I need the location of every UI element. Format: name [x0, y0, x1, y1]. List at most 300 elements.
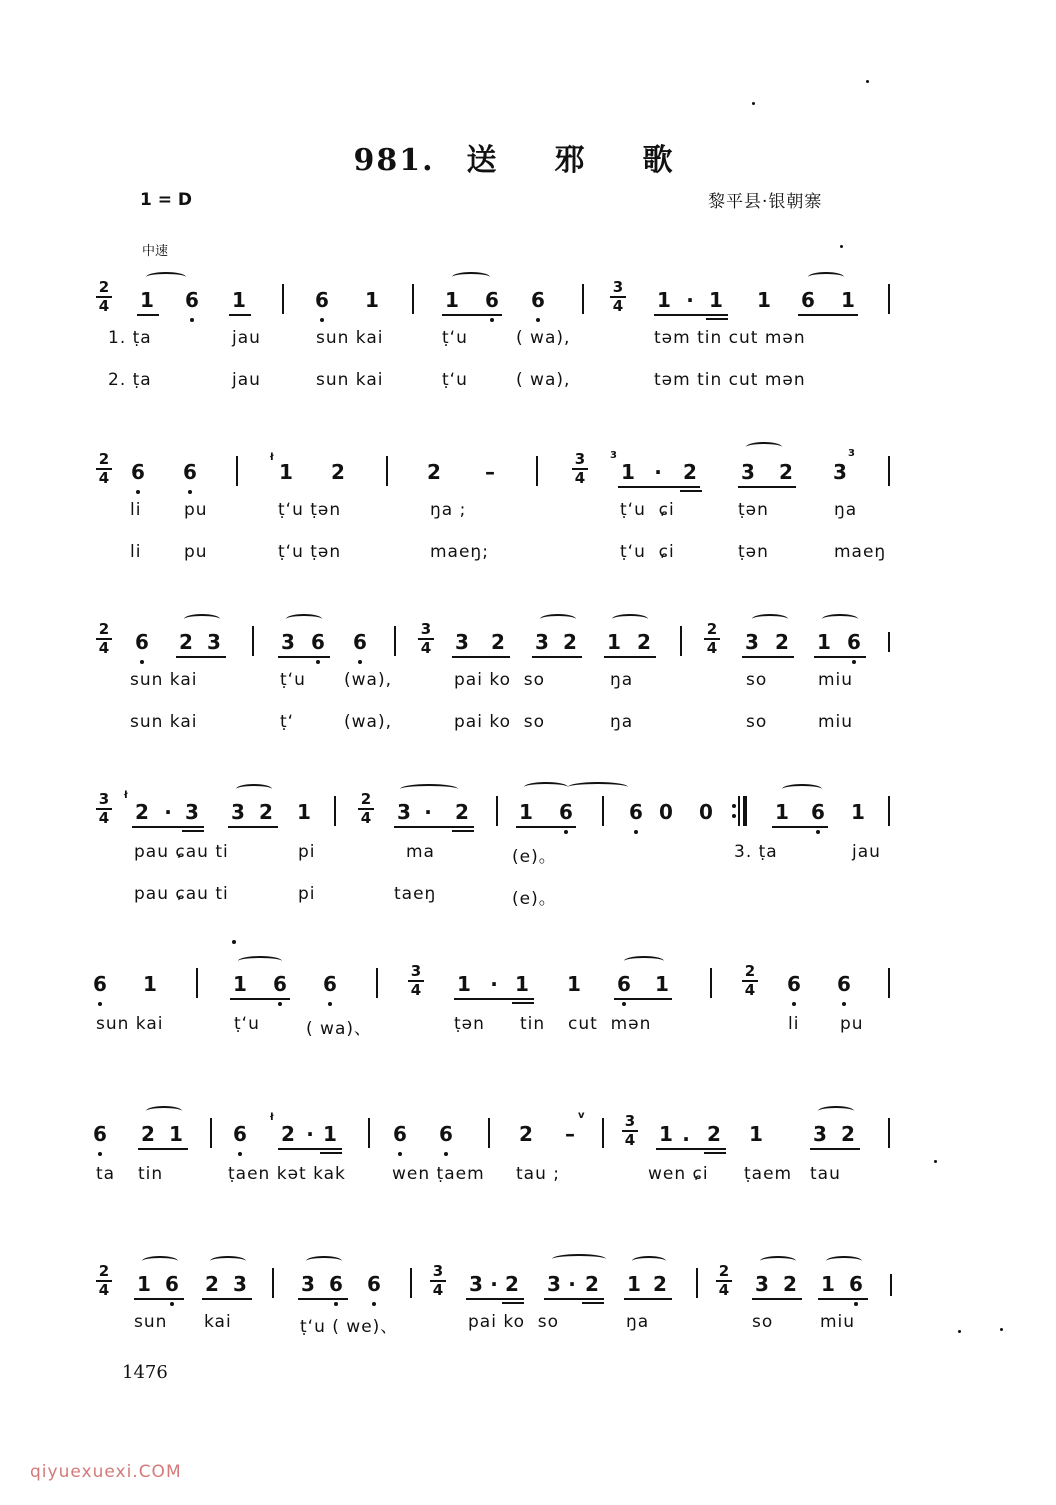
lyric: tin	[138, 1164, 164, 1184]
note: 1	[621, 460, 635, 484]
lyric: ṭaen kət kak	[228, 1164, 346, 1184]
scan-speck	[840, 245, 843, 248]
note: 6	[329, 1272, 343, 1296]
note: 2	[841, 1122, 855, 1146]
note: –	[485, 460, 495, 484]
lyric: ŋa	[610, 670, 634, 690]
time-signature: 3 4	[572, 452, 588, 486]
note: 1	[607, 630, 621, 654]
note: –	[565, 1122, 575, 1146]
time-signature: 2 4	[716, 1264, 732, 1298]
note: 3	[745, 630, 759, 654]
note: 6	[135, 630, 149, 654]
beam	[182, 830, 204, 832]
note: 6	[185, 288, 199, 312]
octave-dot	[320, 318, 324, 322]
tempo-marking: 中速	[142, 244, 169, 259]
octave-dot	[232, 940, 236, 944]
beam	[320, 1152, 342, 1154]
lyric: ma	[406, 842, 435, 862]
note: 1	[233, 972, 247, 996]
note: 1	[365, 288, 379, 312]
beam	[132, 826, 204, 828]
note: 1	[841, 288, 855, 312]
note: 6	[801, 288, 815, 312]
beam	[814, 656, 866, 658]
lyric: ŋa	[610, 712, 634, 732]
note: ·	[654, 460, 662, 484]
beam	[454, 998, 534, 1000]
lyric: jau	[232, 370, 261, 390]
note: 6	[787, 972, 801, 996]
bar-line	[412, 284, 414, 314]
note: ·	[424, 800, 432, 824]
note: 1	[627, 1272, 641, 1296]
title-char: 送	[466, 143, 499, 178]
lyric: so	[746, 670, 768, 690]
note: 6	[233, 1122, 247, 1146]
key-signature: 1 = D	[140, 190, 193, 210]
octave-dot	[622, 1002, 626, 1006]
lyric: miu	[820, 1312, 856, 1332]
beam	[772, 826, 828, 828]
octave-dot	[634, 830, 638, 834]
beam	[516, 826, 576, 828]
beam	[230, 998, 290, 1000]
slur	[210, 1256, 246, 1266]
beam	[704, 1152, 726, 1154]
octave-dot	[792, 1002, 796, 1006]
time-signature: 3 4	[408, 964, 424, 998]
staff-system-6	[0, 1104, 1056, 1244]
note: 2	[135, 800, 149, 824]
note: 2	[783, 1272, 797, 1296]
note: 2	[491, 630, 505, 654]
time-signature: 2 4	[96, 1264, 112, 1298]
note: ·	[490, 1272, 498, 1296]
bar-line	[496, 796, 498, 826]
note: 1	[851, 800, 865, 824]
time-signature: 2 4	[96, 452, 112, 486]
lyric: (wa),	[344, 670, 392, 690]
slur	[306, 1256, 342, 1266]
note: 1	[232, 288, 246, 312]
beam	[614, 998, 672, 1000]
octave-dot	[854, 1302, 858, 1306]
slur	[142, 1256, 178, 1266]
note: 1	[297, 800, 311, 824]
bar-line	[888, 796, 890, 826]
time-signature: 3 4	[610, 280, 626, 314]
note: ·	[490, 972, 498, 996]
note: 0	[659, 800, 673, 824]
lyric: pi	[298, 842, 316, 862]
note: 6	[183, 460, 197, 484]
note: 2	[519, 1122, 533, 1146]
time-signature: 3 4	[418, 622, 434, 656]
note: 3	[741, 460, 755, 484]
time-signature: 2 4	[704, 622, 720, 656]
bar-line	[888, 1118, 890, 1148]
note: 6	[323, 972, 337, 996]
note: 6	[93, 972, 107, 996]
lyric: wen ɕi	[648, 1164, 709, 1184]
note: 6	[849, 1272, 863, 1296]
lyric: tin	[520, 1014, 546, 1034]
song-title	[0, 135, 1056, 179]
beam	[202, 1298, 252, 1300]
note: 2	[707, 1122, 721, 1146]
lyric: ṭ‘u	[442, 370, 468, 390]
octave-dot	[444, 1152, 448, 1156]
beam	[680, 490, 702, 492]
lyric: ṭ‘u	[280, 670, 306, 690]
slur	[184, 614, 220, 624]
bar-line	[394, 626, 396, 656]
note: 3	[185, 800, 199, 824]
scan-speck	[866, 80, 869, 83]
beam	[752, 1298, 802, 1300]
note: 2	[585, 1272, 599, 1296]
note: ·	[568, 1272, 576, 1296]
lyric: li	[788, 1014, 800, 1034]
note: 3	[233, 1272, 247, 1296]
note: 3	[547, 1272, 561, 1296]
octave-dot	[278, 1002, 282, 1006]
slur	[238, 956, 282, 966]
slur	[236, 784, 272, 794]
beam	[278, 1148, 342, 1150]
page-number: 1476	[122, 1362, 168, 1383]
bar-line	[236, 456, 238, 486]
staff-system-4	[0, 782, 1056, 922]
staff-system-2	[0, 442, 1056, 582]
note: 1	[515, 972, 529, 996]
octave-dot	[190, 318, 194, 322]
lyric: pu	[840, 1014, 864, 1034]
lyric: ṭ‘u ṭən	[278, 542, 342, 562]
note: 6	[165, 1272, 179, 1296]
lyric: sun kai	[316, 328, 384, 348]
title-char: 邪	[554, 143, 587, 178]
bar-line	[710, 968, 712, 998]
beam	[618, 486, 700, 488]
lyric: sun kai	[130, 670, 198, 690]
lyric: təm tin cut mən	[654, 370, 806, 390]
bar-line	[888, 456, 890, 486]
octave-dot	[238, 1152, 242, 1156]
beam	[452, 830, 474, 832]
slur	[808, 272, 844, 282]
beam	[544, 1298, 604, 1300]
lyric: ṭ‘u	[234, 1014, 260, 1034]
grace-note: 3	[610, 450, 617, 461]
bar-line	[488, 1118, 490, 1148]
lyric: 1. ṭa	[108, 328, 152, 348]
beam	[532, 656, 582, 658]
note: 0	[699, 800, 713, 824]
lyric: sun kai	[316, 370, 384, 390]
bar-line	[196, 968, 198, 998]
lyric: pai ko so	[454, 670, 546, 690]
lyric: li	[130, 500, 142, 520]
grace-note: ł	[124, 790, 128, 801]
time-signature: 2 4	[96, 280, 112, 314]
time-signature: 2 4	[358, 792, 374, 826]
beam	[176, 656, 226, 658]
lyric: ( wa),	[516, 328, 571, 348]
note: 1	[749, 1122, 763, 1146]
note: 6	[367, 1272, 381, 1296]
lyric: ( wa)、	[306, 1019, 372, 1039]
lyric: tau	[810, 1164, 841, 1184]
octave-dot	[842, 1002, 846, 1006]
lyric: ṭ‘u ɕi	[620, 542, 675, 562]
note: 6	[131, 460, 145, 484]
lyric: maeŋ	[834, 542, 887, 562]
octave-dot	[852, 660, 856, 664]
lyric: miu	[818, 712, 854, 732]
note: 2	[179, 630, 193, 654]
lyric: pai ko so	[468, 1312, 560, 1332]
time-signature: 2 4	[742, 964, 758, 998]
lyric: miu	[818, 670, 854, 690]
lyric: sun	[134, 1312, 168, 1332]
octave-dot	[136, 490, 140, 494]
note: 3	[281, 630, 295, 654]
slur	[624, 956, 664, 966]
beam	[512, 1002, 534, 1004]
note: 1	[445, 288, 459, 312]
lyric: (e)。	[512, 847, 557, 867]
staff-system-5	[0, 954, 1056, 1094]
bar-line	[582, 284, 584, 314]
lyric: tau ;	[516, 1164, 560, 1184]
note: 1	[137, 1272, 151, 1296]
note: 1	[709, 288, 723, 312]
note: 2	[331, 460, 345, 484]
slur	[524, 782, 568, 792]
lyric: (wa),	[344, 712, 392, 732]
scan-speck	[958, 1330, 961, 1333]
note: 6	[531, 288, 545, 312]
lyric: ŋa ;	[430, 500, 467, 520]
lyric: 3. ṭa	[734, 842, 778, 862]
note: .	[682, 1122, 690, 1146]
bar-line	[680, 626, 682, 656]
slur	[552, 1254, 606, 1264]
staff-system-1	[0, 270, 1056, 410]
beam	[604, 656, 656, 658]
octave-dot	[564, 830, 568, 834]
lyric: ṭ‘u	[442, 328, 468, 348]
lyric: sun kai	[130, 712, 198, 732]
note: 3	[755, 1272, 769, 1296]
note: 1	[821, 1272, 835, 1296]
octave-dot	[170, 1302, 174, 1306]
octave-dot	[372, 1302, 376, 1306]
note: 3	[301, 1272, 315, 1296]
title-char: 歌	[642, 143, 675, 178]
note: 2	[779, 460, 793, 484]
note: 6	[811, 800, 825, 824]
lyric: pau ɕau ti	[134, 842, 229, 862]
beam	[134, 1298, 184, 1300]
note: 1	[519, 800, 533, 824]
note: 1	[567, 972, 581, 996]
breath-mark: v	[578, 1110, 585, 1121]
scan-speck	[1000, 1328, 1003, 1331]
note: 6	[439, 1122, 453, 1146]
bar-line	[272, 1268, 274, 1298]
beam	[502, 1302, 524, 1304]
note: 3	[833, 460, 847, 484]
beam	[742, 656, 794, 658]
bar-line	[210, 1118, 212, 1148]
time-signature: 3 4	[96, 792, 112, 826]
lyric: ṭən	[738, 500, 769, 520]
lyric: li	[130, 542, 142, 562]
note: 1	[659, 1122, 673, 1146]
bar-line	[252, 626, 254, 656]
beam	[582, 1302, 604, 1304]
beam	[229, 314, 251, 316]
octave-dot	[536, 318, 540, 322]
note: 1	[169, 1122, 183, 1146]
bar-line	[536, 456, 538, 486]
note: 6	[559, 800, 573, 824]
note: 1	[279, 460, 293, 484]
song-number: 981.	[353, 143, 435, 178]
grace-note: ł	[270, 1112, 274, 1123]
octave-dot	[358, 660, 362, 664]
lyric: ṭ‘	[280, 712, 295, 732]
beam	[738, 486, 796, 488]
lyric: təm tin cut mən	[654, 328, 806, 348]
slur	[826, 1256, 862, 1266]
note: 6	[847, 630, 861, 654]
beam	[466, 1298, 524, 1300]
scan-speck	[934, 1160, 937, 1163]
note: ·	[164, 800, 172, 824]
note: 3	[469, 1272, 483, 1296]
lyric: pau ɕau ti	[134, 884, 229, 904]
beam	[624, 1298, 672, 1300]
lyric: (e)。	[512, 889, 557, 909]
bar-line	[888, 284, 890, 314]
note: 3	[535, 630, 549, 654]
grace-note: ł	[270, 452, 274, 463]
lyric: ta	[96, 1164, 116, 1184]
slur	[822, 614, 858, 624]
octave-dot	[328, 1002, 332, 1006]
beam	[394, 826, 474, 828]
beam	[452, 656, 510, 658]
note: 6	[273, 972, 287, 996]
octave-dot	[490, 318, 494, 322]
lyric: ṭaem	[744, 1164, 793, 1184]
lyric: jau	[232, 328, 261, 348]
slur	[540, 614, 576, 624]
time-signature: 3 4	[622, 1114, 638, 1148]
slur	[400, 784, 458, 794]
beam	[138, 1148, 188, 1150]
bar-line	[334, 796, 336, 826]
lyric: ŋa	[626, 1312, 650, 1332]
note: 2	[505, 1272, 519, 1296]
bar-line	[282, 284, 284, 314]
lyric: pu	[184, 542, 208, 562]
lyric: pai ko so	[454, 712, 546, 732]
note: 6	[629, 800, 643, 824]
note: 2	[637, 630, 651, 654]
lyric: ṭ‘u ɕi	[620, 500, 675, 520]
octave-dot	[98, 1002, 102, 1006]
note: 1	[140, 288, 154, 312]
slur	[146, 1106, 182, 1116]
lyric: wen ṭaem	[392, 1164, 485, 1184]
bar-line	[410, 1268, 412, 1298]
staff-system-3	[0, 612, 1056, 752]
slur	[612, 614, 648, 624]
note: 2	[683, 460, 697, 484]
note: 6	[485, 288, 499, 312]
scan-speck	[752, 102, 755, 105]
slur	[752, 614, 788, 624]
beam	[442, 314, 502, 316]
bar-line	[376, 968, 378, 998]
slur	[746, 442, 782, 452]
note: 3	[813, 1122, 827, 1146]
note: 1	[757, 288, 771, 312]
beam	[137, 314, 159, 316]
lyric: ŋa	[834, 500, 858, 520]
note: 1	[817, 630, 831, 654]
note: ·	[686, 288, 694, 312]
slur	[632, 1256, 666, 1266]
bar-line	[696, 1268, 698, 1298]
lyric: sun kai	[96, 1014, 164, 1034]
time-signature: 2 4	[96, 622, 112, 656]
lyric: maeŋ;	[430, 542, 489, 562]
slur	[818, 1106, 854, 1116]
slur	[286, 614, 322, 624]
lyric: 2. ṭa	[108, 370, 152, 390]
note: 2	[455, 800, 469, 824]
octave-dot	[334, 1302, 338, 1306]
octave-dot	[398, 1152, 402, 1156]
lyric: ( wa),	[516, 370, 571, 390]
lyric: ṭən	[738, 542, 769, 562]
note: 6	[93, 1122, 107, 1146]
beam	[798, 314, 858, 316]
note: ·	[306, 1122, 314, 1146]
note: 3	[455, 630, 469, 654]
note: 2	[205, 1272, 219, 1296]
lyric: taeŋ	[394, 884, 437, 904]
note: 6	[393, 1122, 407, 1146]
octave-dot	[316, 660, 320, 664]
lyric: so	[746, 712, 768, 732]
slur	[760, 1256, 796, 1266]
note: 2	[775, 630, 789, 654]
note: 1	[657, 288, 671, 312]
bar-line	[888, 968, 890, 998]
note: 1	[775, 800, 789, 824]
bar-line	[368, 1118, 370, 1148]
bar-line	[888, 632, 890, 652]
lyric: so	[752, 1312, 774, 1332]
